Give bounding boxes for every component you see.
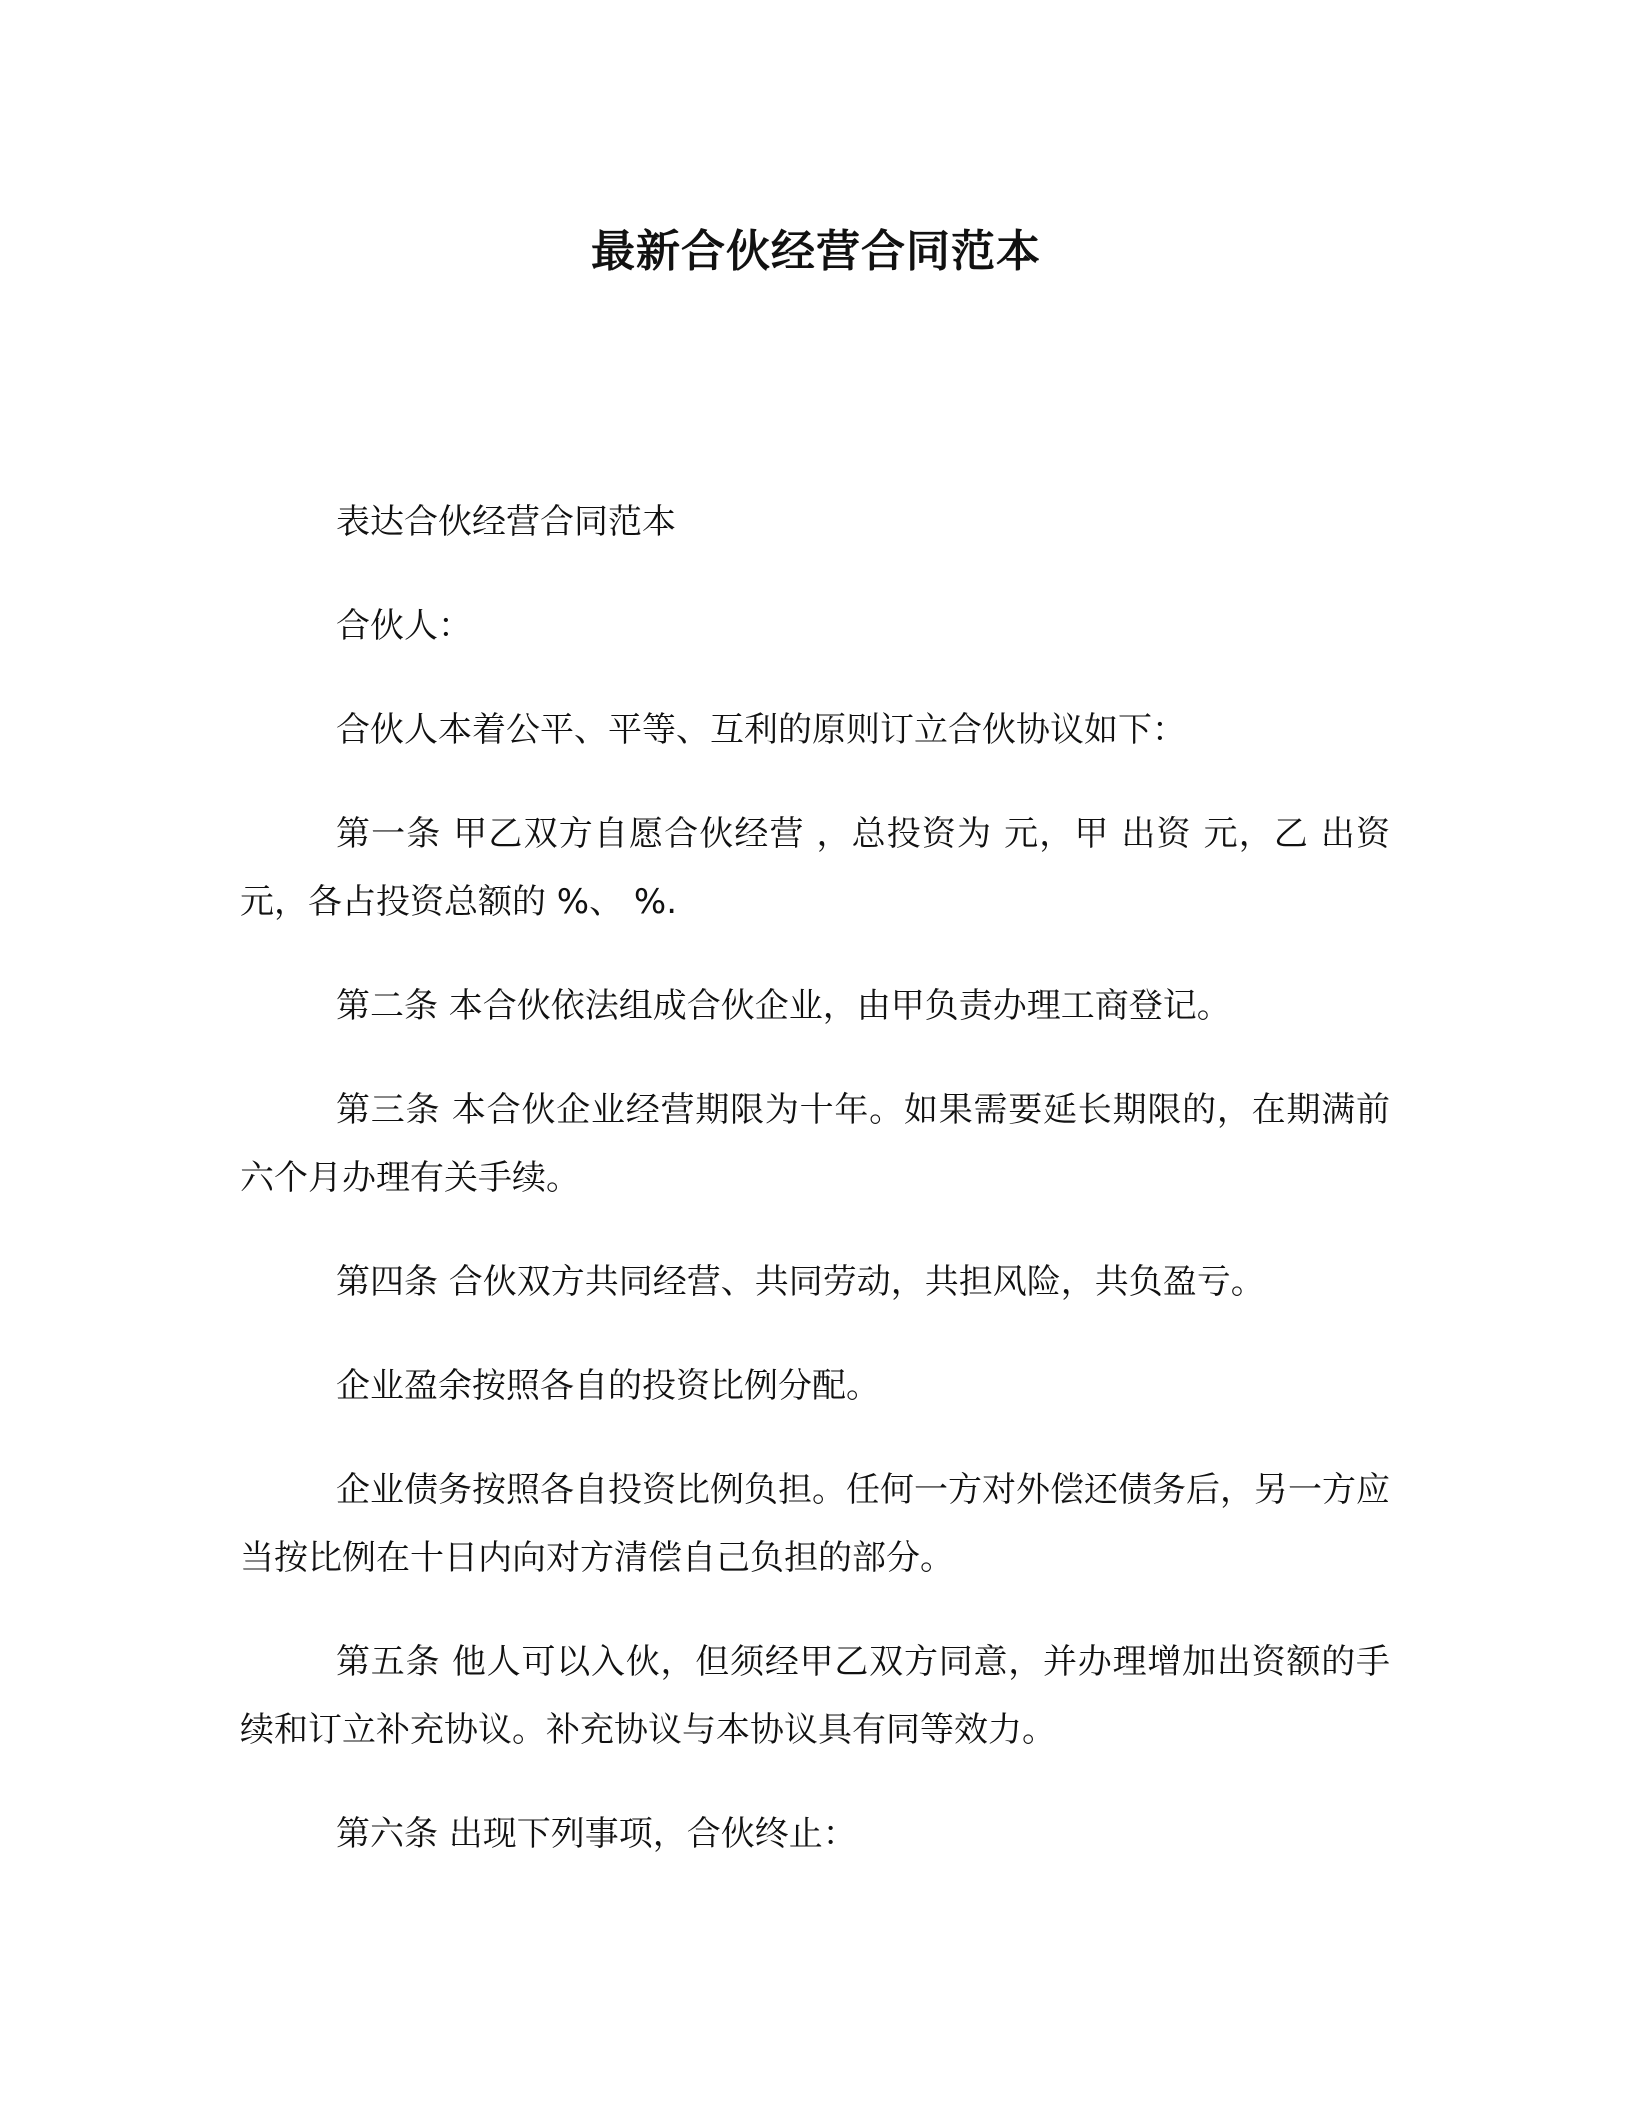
paragraph-article-6: 第六条 出现下列事项，合伙终止： xyxy=(336,1814,857,1854)
document-title: 最新合伙经营合同范本 xyxy=(591,226,1041,277)
paragraph-article-5: 第五条 他人可以入伙，但须经甲乙双方同意，并办理增加出资额的手续和订立补充协议。补充协议与本协议具有同等效力。 xyxy=(240,1642,1390,1750)
paragraph-partners: 合伙人： xyxy=(336,606,472,646)
paragraph-debt: 企业债务按照各自投资比例负担。任何一方对外偿还债务后，另一方应当按比例在十日内向对方清偿自己负担的部分。 xyxy=(240,1470,1390,1578)
paragraph-article-1: 第一条 甲乙双方自愿合伙经营 ，总投资为 元，甲 出资 元，乙 出资 元，各占投资总额的 %、 %. xyxy=(240,814,1390,922)
paragraph-heading: 表达合伙经营合同范本 xyxy=(336,502,676,542)
paragraph-article-3: 第三条 本合伙企业经营期限为十年。如果需要延长期限的，在期满前六个月办理有关手续。 xyxy=(240,1090,1390,1198)
document-body xyxy=(240,488,1390,1904)
paragraph-intro: 合伙人本着公平、平等、互利的原则订立合伙协议如下： xyxy=(336,710,1186,750)
paragraph-profit: 企业盈余按照各自的投资比例分配。 xyxy=(336,1366,880,1406)
paragraph-article-4: 第四条 合伙双方共同经营、共同劳动，共担风险，共负盈亏。 xyxy=(336,1262,1265,1302)
paragraph-article-2: 第二条 本合伙依法组成合伙企业，由甲负责办理工商登记。 xyxy=(336,986,1231,1026)
